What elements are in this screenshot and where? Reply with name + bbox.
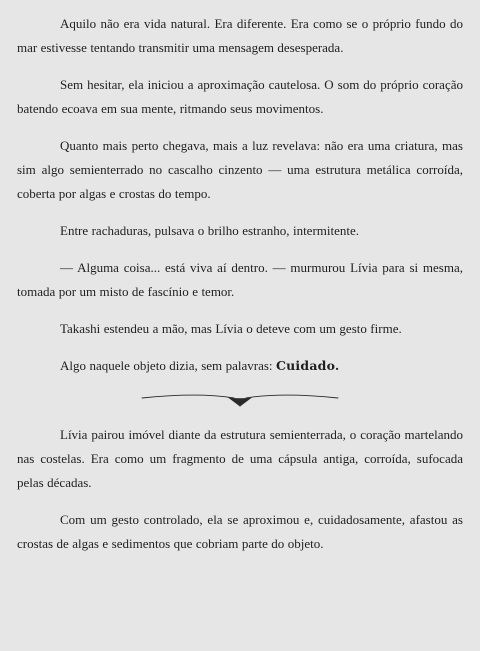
paragraph-4: Entre rachaduras, pulsava o brilho estranho, intermitente.: [60, 223, 360, 238]
warning-prefix: Algo naquele objeto dizia, sem palavras:: [60, 358, 276, 373]
paragraph-5: — Alguma coisa... está viva aí dentro. — murmurou Lívia para si mesma, tomada por um misto de fascínio e temor.: [17, 260, 463, 299]
paragraph-1: Aquilo não era vida natural. Era diferente. Era como se o próprio fundo do mar estivesse tentando transmitir uma mensagem desesperada.: [17, 16, 463, 55]
paragraph-6: Takashi estendeu a mão, mas Lívia o deteve com um gesto firme.: [60, 321, 402, 336]
paragraph-3: Quanto mais perto chegava, mais a luz revelava: não era uma criatura, mas sim algo semienterrado no cascalho cinzento — uma estrutura metálica corroída, coberta por algas e crostas do tempo.: [17, 138, 463, 201]
warning-emphasis: Cuidado.: [276, 358, 340, 373]
paragraph-7: Lívia pairou imóvel diante da estrutura semienterrada, o coração martelando nas costelas. Era como um fragmento de uma cápsula antiga, corroída, sufocada pelas décadas.: [17, 427, 463, 490]
paragraph-8: Com um gesto controlado, ela se aproximou e, cuidadosamente, afastou as crostas de algas e sedimentos que cobriam parte do objeto.: [17, 512, 463, 551]
paragraph-warning: [17, 354, 463, 378]
paragraph-2: Sem hesitar, ela iniciou a aproximação cautelosa. O som do próprio coração batendo ecoava em sua mente, ritmando seus movimentos.: [17, 77, 463, 116]
ornamental-divider-icon: [140, 389, 340, 413]
